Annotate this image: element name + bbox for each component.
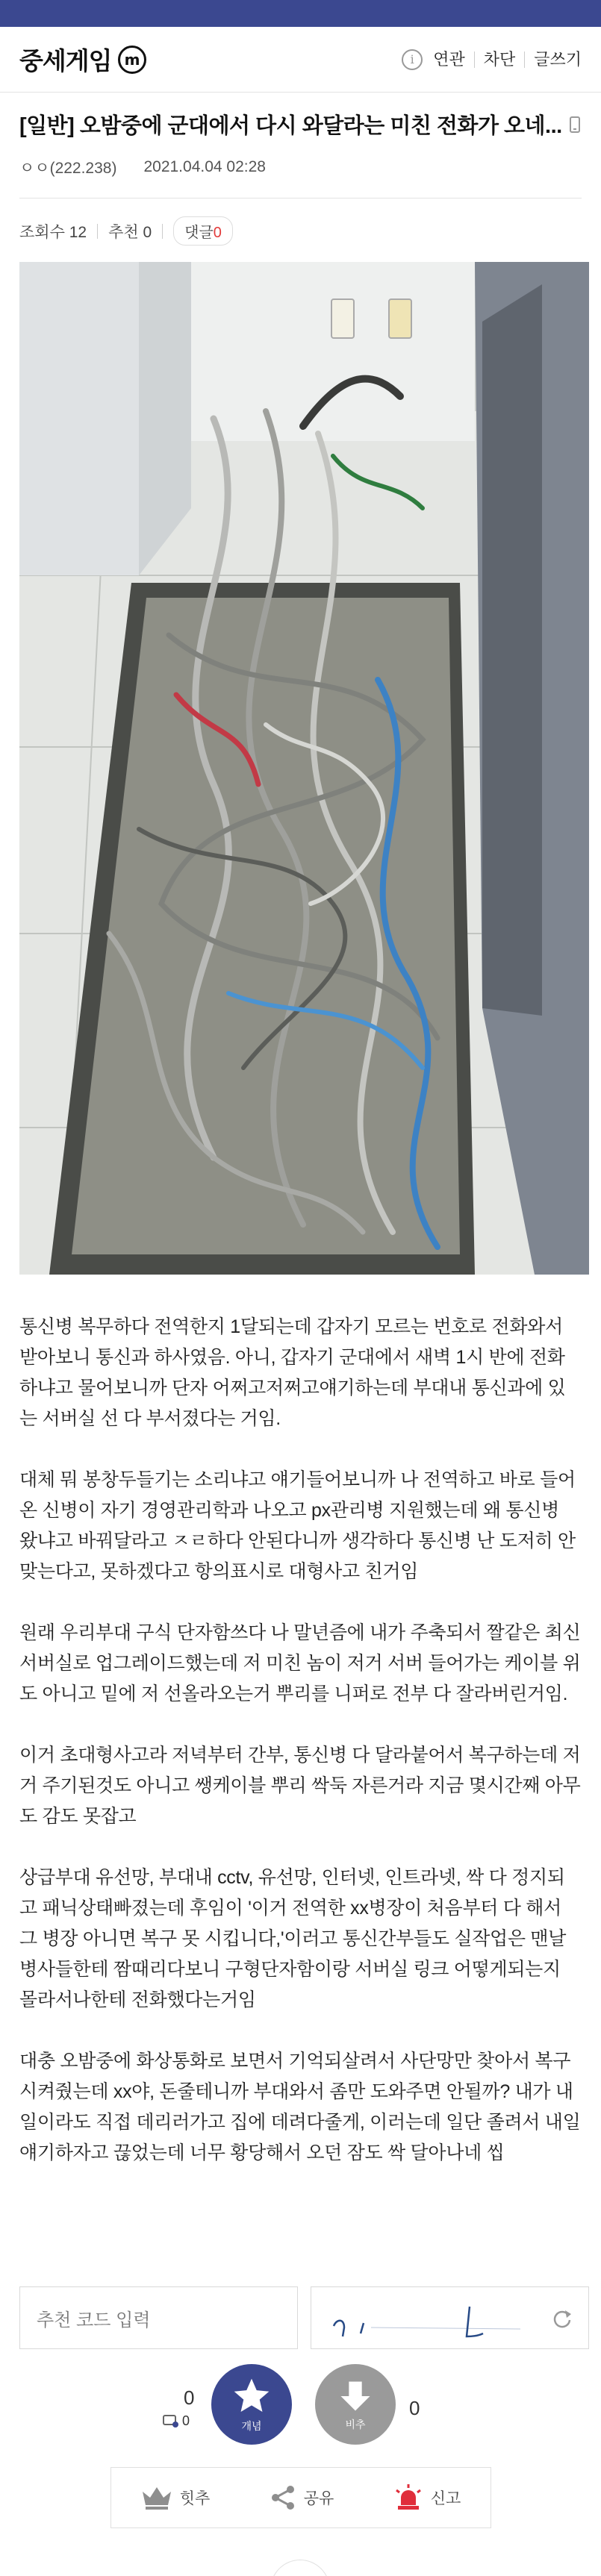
body-paragraph: 이거 초대형사고라 저녁부터 간부, 통신병 다 달라붙어서 복구하는데 저거 주기된것도 아니고 쌩케이블 뿌리 싹둑 자른거라 지금 몇시간째 아무도 감도 못잡고: [19, 1745, 581, 1827]
block-link[interactable]: 차단: [474, 51, 525, 68]
mobile-post-icon: [570, 116, 580, 133]
captcha-box: [311, 2286, 589, 2349]
recommend-code-input[interactable]: 추천 코드 입력: [19, 2286, 298, 2349]
related-link[interactable]: 연관: [433, 49, 465, 69]
info-icon[interactable]: i: [402, 49, 423, 70]
post-body: [0, 1275, 601, 2169]
star-icon: [231, 2375, 273, 2417]
body-paragraph: 원래 우리부대 구식 단자함쓰다 나 말년즘에 내가 주축되서 짤같은 최신 서버실로 업그레이드했는데 저 미친 놈이 저거 서버 들어가는 케이블 위도 아니고 밑에 저 선올라오는거 뿌리를 니퍼로 전부 다 잘라버린거임.: [19, 1622, 581, 1704]
divider: [162, 224, 163, 239]
scroll-top-button[interactable]: [270, 2560, 330, 2576]
post-author[interactable]: ㅇㅇ(222.238): [19, 160, 117, 177]
brand-name: 중세게임: [19, 47, 112, 75]
divider: [97, 224, 98, 239]
post-date: 2021.04.04 02:28: [143, 158, 266, 175]
write-link[interactable]: 글쓰기: [524, 51, 582, 68]
body-paragraph: 상급부대 유선망, 부대내 cctv, 유선망, 인터넷, 인트라넷, 싹 다 정지되고 패닉상태빠졌는데 후임이 '이거 전역한 xx병장이 처음부터 다 해서 그 병장 아니면 복구 못 시킵니다,'이러고 통신간부들도 실작업은 맨날 병사들한테 짬때리다보니 구형단자함이랑 서버실 링크 어떻게되는지 몰라서나한테 전화했다는거임: [19, 1867, 567, 2010]
hit-recommend-button[interactable]: 힛추: [141, 2486, 211, 2510]
fixed-user-icon: [163, 2415, 179, 2428]
post-title: [일반] 오밤중에 군대에서 다시 와달라는 미친 전화가 오네...: [19, 109, 582, 140]
share-button[interactable]: 공유: [270, 2485, 334, 2510]
recommend-code-row: [19, 2286, 589, 2349]
share-icon: [270, 2485, 296, 2510]
body-paragraph: 대충 오밤중에 화상통화로 보면서 기억되살려서 사단망만 찾아서 복구시켜줬는데 xx야, 돈줄테니까 부대와서 좀만 도와주면 안될까? 내가 내일이라도 직접 데리러가고 집에 데려다줄게, 이러는데 일단 졸려서 내일 얘기하자고 끊었는데 너무 황당해서 오던 잠도 싹 달아나네 씹: [19, 2051, 581, 2163]
view-count: 조회수 12: [19, 223, 87, 241]
downvote-button[interactable]: 비추: [315, 2364, 396, 2445]
mobile-mark-icon: m: [118, 46, 146, 74]
reply-count: 0: [213, 225, 222, 241]
vote-area: [0, 2364, 601, 2452]
arrow-down-icon: [336, 2377, 375, 2416]
post-header: [0, 93, 601, 198]
post-action-bar: [110, 2467, 491, 2528]
post-meta: [19, 156, 582, 198]
report-button[interactable]: 신고: [393, 2484, 461, 2511]
siren-icon: [393, 2484, 423, 2511]
crown-icon: [141, 2486, 172, 2510]
body-paragraph: 통신병 복무하다 전역한지 1달되는데 갑자기 모르는 번호로 전화와서 받아보니 통신과 하사였음. 아니, 갑자기 군대에서 새벽 1시 반에 전화하냐고 물어보니까 단자 어쩌고저쩌고얘기하는데 부대내 통신과에 있는 서버실 선 다 부서졌다는 거임.: [19, 1316, 566, 1429]
post-stats: [0, 198, 601, 262]
site-logo[interactable]: [19, 42, 146, 77]
reply-button[interactable]: 댓글0: [173, 216, 233, 246]
fixed-upvote: 0: [163, 2413, 190, 2429]
upvote-count: 0: [184, 2386, 195, 2409]
body-paragraph: 대체 뭐 봉창두들기는 소리냐고 얘기들어보니까 나 전역하고 바로 들어온 신병이 자기 경영관리학과 나오고 px관리병 지원했는데 왜 통신병 왔냐고 바꿔달라고 ㅈㄹ하다 안된다니까 생각하다 통신병 난 도저히 안 맞는다고, 못하겠다고 항의표시로 대형사고 친거임: [19, 1469, 576, 1582]
downvote-count: 0: [409, 2397, 420, 2419]
top-accent-bar: [0, 0, 601, 27]
captcha-image: [311, 2287, 590, 2350]
global-nav: [0, 27, 601, 93]
upvote-button[interactable]: 개념: [211, 2364, 292, 2445]
refresh-icon[interactable]: [551, 2307, 573, 2330]
post-photo: [19, 262, 589, 1275]
recommend-count: 추천 0: [108, 223, 152, 241]
